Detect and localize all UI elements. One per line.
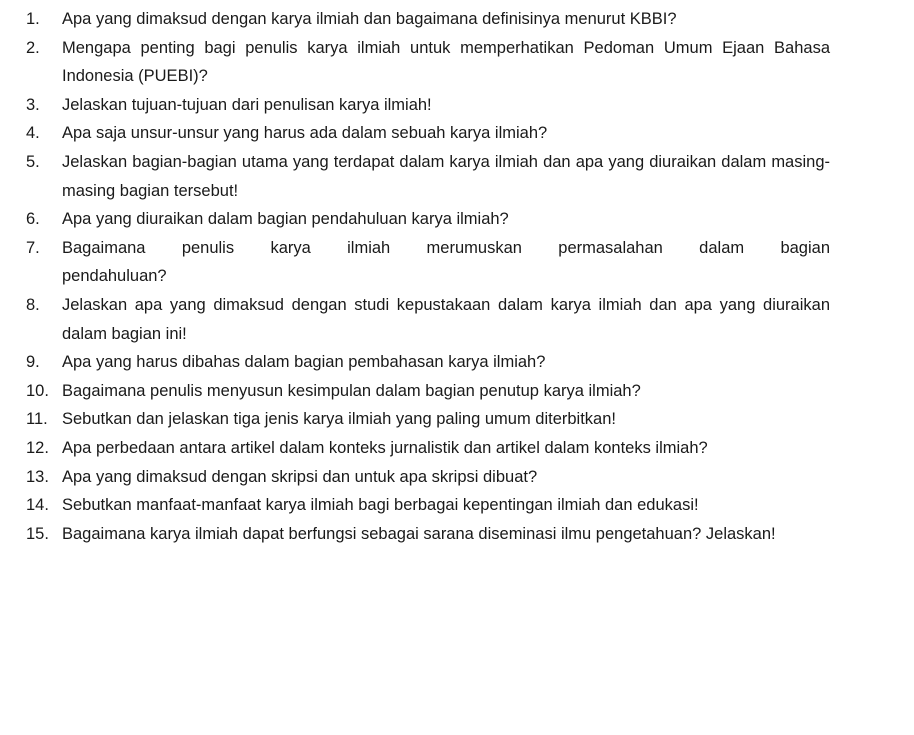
question-text: Sebutkan manfaat-manfaat karya ilmiah bagi berbagai kepentingan ilmiah dan edukasi!: [62, 496, 699, 515]
question-item: [26, 520, 830, 549]
question-text: Jelaskan tujuan-tujuan dari penulisan karya ilmiah!: [62, 95, 432, 114]
question-item: [26, 348, 830, 377]
question-number: 3.: [26, 95, 40, 114]
question-number: 8.: [26, 295, 40, 314]
question-number: 5.: [26, 152, 40, 171]
question-text: Mengapa penting bagi penulis karya ilmiah untuk memperhatikan Pedoman Umum Ejaan Bahasa Indonesia (PUEBI)?: [62, 38, 830, 86]
question-item: [26, 491, 830, 520]
question-item: [26, 5, 830, 34]
question-text: Apa yang dimaksud dengan skripsi dan untuk apa skripsi dibuat?: [62, 467, 538, 486]
question-text: Apa yang dimaksud dengan karya ilmiah dan bagaimana definisinya menurut KBBI?: [62, 10, 677, 28]
question-text-line: Bagaimana penulis karya ilmiah merumuskan permasalahan dalam bagian: [62, 238, 830, 257]
question-text: Bagaimana karya ilmiah dapat berfungsi sebagai sarana diseminasi ilmu pengetahuan? Jelaskan!: [62, 524, 776, 543]
question-text: Bagaimana penulis menyusun kesimpulan dalam bagian penutup karya ilmiah?: [62, 381, 641, 400]
question-number: 9.: [26, 353, 40, 372]
question-item: [26, 463, 830, 492]
question-number: 15.: [26, 524, 49, 543]
question-number: 7.: [26, 238, 40, 257]
question-number: 12.: [26, 438, 49, 457]
question-text: Apa saja unsur-unsur yang harus ada dalam sebuah karya ilmiah?: [62, 124, 548, 143]
question-item: [26, 434, 830, 463]
question-text: [62, 234, 830, 291]
question-number: 2.: [26, 38, 40, 57]
question-item: [26, 234, 830, 291]
question-number: 13.: [26, 467, 49, 486]
question-item: [26, 291, 830, 348]
question-text: Apa perbedaan antara artikel dalam konteks jurnalistik dan artikel dalam konteks ilmiah?: [62, 438, 708, 457]
question-item: [26, 377, 830, 406]
question-item: [26, 34, 830, 91]
question-text: Sebutkan dan jelaskan tiga jenis karya ilmiah yang paling umum diterbitkan!: [62, 410, 616, 429]
question-number: 14.: [26, 496, 49, 515]
question-text-continuation: pendahuluan?: [62, 267, 167, 286]
question-text: Jelaskan apa yang dimaksud dengan studi kepustakaan dalam karya ilmiah dan apa yang diuraikan dalam bagian ini!: [62, 295, 830, 343]
question-item: [26, 91, 830, 120]
question-number: 4.: [26, 124, 40, 143]
question-text: Jelaskan bagian-bagian utama yang terdapat dalam karya ilmiah dan apa yang diuraikan dalam masing-masing bagian tersebut!: [62, 152, 830, 200]
question-number: 10.: [26, 381, 49, 400]
question-number: 1.: [26, 10, 40, 28]
question-list: [26, 5, 830, 548]
question-number: 6.: [26, 210, 40, 229]
question-text: Apa yang harus dibahas dalam bagian pembahasan karya ilmiah?: [62, 353, 546, 372]
question-item: [26, 205, 830, 234]
question-number: 11.: [26, 410, 48, 429]
question-item: [26, 148, 830, 205]
question-item: [26, 119, 830, 148]
question-text: Apa yang diuraikan dalam bagian pendahuluan karya ilmiah?: [62, 210, 509, 229]
question-item: [26, 405, 830, 434]
